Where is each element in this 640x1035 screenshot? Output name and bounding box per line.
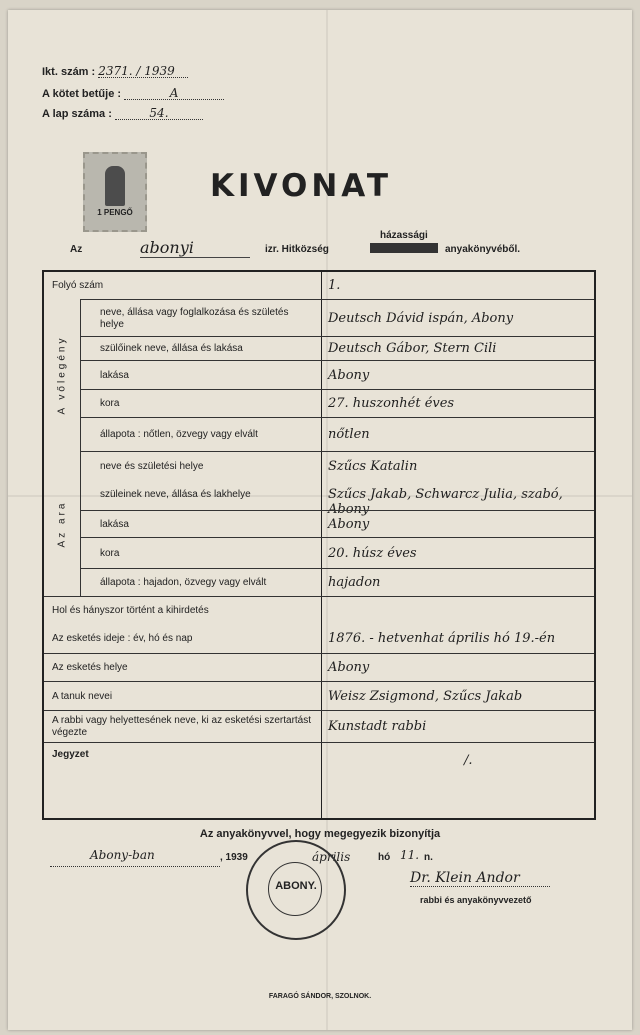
register-community: abonyi	[140, 238, 250, 258]
table-row	[44, 596, 594, 625]
table-row	[80, 299, 594, 337]
row-label: Folyó szám	[52, 279, 104, 291]
ikt-label: Ikt. szám :	[42, 66, 96, 78]
signature: Dr. Klein Andor	[410, 870, 550, 887]
table-row	[44, 653, 594, 682]
row-value: Abony	[328, 516, 370, 532]
row-label: szülőinek neve, állása és lakása	[100, 343, 243, 354]
row-label: Jegyzet	[52, 749, 89, 760]
register-suffix: anyakönyvéből.	[445, 244, 521, 255]
register-kind: házassági	[380, 230, 428, 241]
group-groom: A vőlegény	[44, 299, 81, 451]
document-title: KIVONAT	[210, 168, 393, 204]
revenue-stamp	[83, 152, 147, 232]
table-row	[44, 710, 594, 743]
row-value: Szűcs Katalin	[328, 458, 418, 474]
signer-title: rabbi és anyakönyvvezető	[420, 895, 532, 905]
date-n: n.	[424, 852, 433, 863]
table-row	[80, 568, 594, 597]
table-row	[80, 451, 594, 481]
row-value: 1.	[328, 277, 341, 293]
row-value: Weisz Zsigmond, Szűcs Jakab	[328, 688, 523, 704]
lap-field	[42, 106, 203, 120]
stamp-crown-figure	[105, 166, 125, 206]
ikt-field	[42, 64, 188, 78]
kotet-field	[42, 86, 224, 100]
register-line	[70, 230, 590, 260]
register-middle: izr. Hitközség	[265, 244, 329, 255]
redacted-word	[370, 243, 438, 253]
lap-label: A lap száma :	[42, 108, 112, 120]
date-day: 11.	[400, 848, 420, 862]
row-label: állapota : nőtlen, özvegy vagy elvált	[100, 429, 258, 440]
seal-center-text: ABONY.	[275, 880, 317, 892]
row-value: 20. húsz éves	[328, 545, 417, 561]
official-seal	[246, 840, 346, 940]
ikt-value: 2371. / 1939	[98, 64, 175, 78]
row-label: lakása	[100, 369, 129, 381]
table-row	[44, 681, 594, 711]
table-row	[44, 624, 594, 653]
group-bride: Az ara	[44, 451, 81, 596]
row-label: A tanuk nevei	[52, 690, 113, 702]
row-value: Deutsch Dávid ispán, Abony	[328, 310, 514, 326]
row-label: Hol és hányszor történt a kihirdetés	[52, 605, 209, 616]
row-value: Abony	[328, 660, 370, 675]
table-row	[80, 510, 594, 538]
table-row	[80, 480, 594, 517]
row-label: kora	[100, 398, 120, 409]
row-value: Szűcs Jakab, Schwarcz Julia, szabó, Abony	[328, 487, 563, 517]
table-row	[80, 360, 594, 390]
printer-credit: FARAGÓ SÁNDOR, SZOLNOK.	[268, 993, 372, 1000]
row-value: hajadon	[328, 575, 381, 590]
row-label: Az esketés ideje : év, hó és nap	[52, 632, 193, 644]
dateline	[50, 848, 440, 872]
row-label: kora	[100, 547, 120, 559]
row-value: 1876. - hetvenhat április hó 19.-én	[328, 630, 556, 646]
record-table	[42, 270, 596, 820]
register-prefix: Az	[70, 244, 83, 255]
stamp-value: 1 PENGŐ	[97, 208, 133, 217]
lap-value: 54.	[149, 106, 169, 120]
row-label: A rabbi vagy helyettesének neve, ki az esketési szertartást végezte	[52, 715, 312, 738]
row-value: Kunstadt rabbi	[328, 719, 427, 734]
row-label: lakása	[100, 518, 129, 530]
row-label: szüleinek neve, állása és lakhelye	[100, 489, 251, 500]
row-label: Az esketés helye	[52, 662, 128, 673]
row-value: Abony	[328, 367, 370, 383]
kotet-label: A kötet betűje :	[42, 88, 122, 100]
row-value: nőtlen	[328, 427, 370, 442]
date-month: április	[312, 850, 351, 864]
row-value: /.	[464, 753, 473, 768]
row-value: 27. huszonhét éves	[328, 396, 455, 411]
date-ho: hó	[378, 852, 391, 863]
kotet-value: A	[169, 86, 179, 100]
table-row	[44, 272, 594, 299]
row-value: Deutsch Gábor, Stern Cili	[328, 341, 497, 356]
table-row	[44, 742, 594, 819]
date-place: Abony-ban	[90, 848, 155, 862]
table-row	[80, 336, 594, 361]
attestation-text: Az anyakönyvvel, hogy megegyezik bizonyítja	[199, 828, 441, 840]
row-label: állapota : hajadon, özvegy vagy elvált	[100, 577, 267, 588]
date-year: , 1939	[220, 852, 248, 863]
table-row	[80, 417, 594, 452]
row-label: neve és születési helye	[100, 460, 204, 472]
table-row	[80, 389, 594, 418]
table-row	[80, 537, 594, 569]
row-label: neve, állása vagy foglalkozása és születés helye	[100, 306, 289, 330]
